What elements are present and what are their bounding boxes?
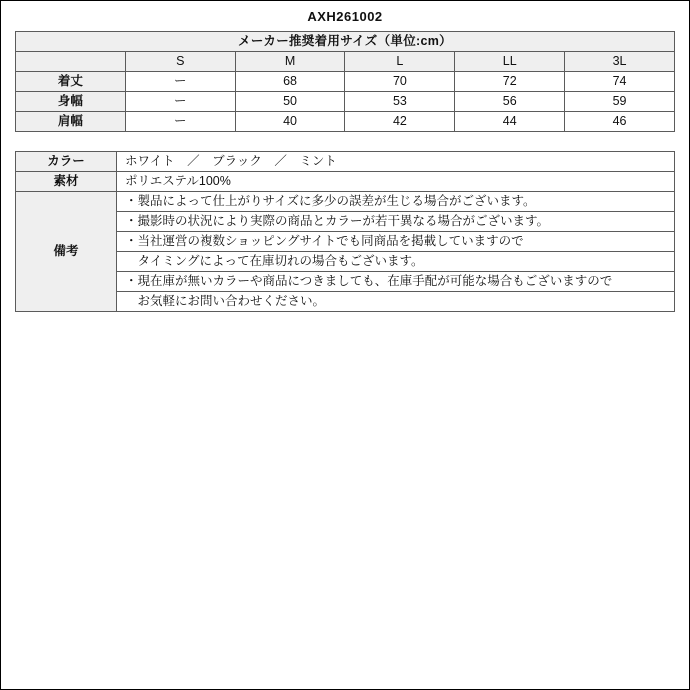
cell-shoulder-s: ー — [125, 112, 235, 132]
cell-width-l: 53 — [345, 92, 455, 112]
cell-shoulder-l: 42 — [345, 112, 455, 132]
info-label-color: カラー — [16, 152, 117, 172]
size-table-header-l: L — [345, 52, 455, 72]
info-value-notes — [117, 192, 675, 312]
cell-width-ll: 56 — [455, 92, 565, 112]
table-row — [16, 92, 675, 112]
table-row — [16, 152, 675, 172]
info-table — [15, 151, 675, 312]
table-row — [16, 72, 675, 92]
size-table-header-row — [16, 52, 675, 72]
table-row — [16, 192, 675, 312]
info-label-material: 素材 — [16, 172, 117, 192]
note-line: ・撮影時の状況により実際の商品とカラーが若干異なる場合がございます。 — [117, 212, 674, 232]
note-line: ・当社運営の複数ショッピングサイトでも同商品を掲載していますので — [117, 232, 674, 252]
size-table-caption: メーカー推奨着用サイズ（単位:cm） — [16, 32, 675, 52]
cell-length-s: ー — [125, 72, 235, 92]
size-table-header-blank — [16, 52, 126, 72]
note-line: ・製品によって仕上がりサイズに多少の誤差が生じる場合がございます。 — [117, 192, 674, 212]
row-label-shoulder: 肩幅 — [16, 112, 126, 132]
size-table-header-3l: 3L — [565, 52, 675, 72]
cell-width-3l: 59 — [565, 92, 675, 112]
row-label-length: 着丈 — [16, 72, 126, 92]
info-label-notes: 備考 — [16, 192, 117, 312]
cell-shoulder-m: 40 — [235, 112, 345, 132]
size-table-header-s: S — [125, 52, 235, 72]
table-row — [16, 112, 675, 132]
cell-length-ll: 72 — [455, 72, 565, 92]
cell-shoulder-ll: 44 — [455, 112, 565, 132]
size-table-header-m: M — [235, 52, 345, 72]
row-label-width: 身幅 — [16, 92, 126, 112]
note-line: お気軽にお問い合わせください。 — [125, 294, 326, 308]
cell-length-l: 70 — [345, 72, 455, 92]
table-spacer — [1, 132, 689, 151]
info-value-material: ポリエステル100% — [117, 172, 675, 192]
note-line: タイミングによって在庫切れの場合もございます。 — [117, 252, 674, 272]
product-code: AXH261002 — [307, 9, 383, 24]
cell-width-s: ー — [125, 92, 235, 112]
note-line: ・現在庫が無いカラーや商品につきましても、在庫手配が可能な場合もございますので — [117, 272, 674, 292]
cell-length-m: 68 — [235, 72, 345, 92]
cell-width-m: 50 — [235, 92, 345, 112]
table-row — [16, 172, 675, 192]
size-chart-sheet — [1, 1, 689, 312]
cell-length-3l: 74 — [565, 72, 675, 92]
size-table-header-ll: LL — [455, 52, 565, 72]
cell-shoulder-3l: 46 — [565, 112, 675, 132]
size-table-caption-row — [16, 32, 675, 52]
size-table — [15, 31, 675, 132]
info-value-color: ホワイト ／ ブラック ／ ミント — [117, 152, 675, 172]
